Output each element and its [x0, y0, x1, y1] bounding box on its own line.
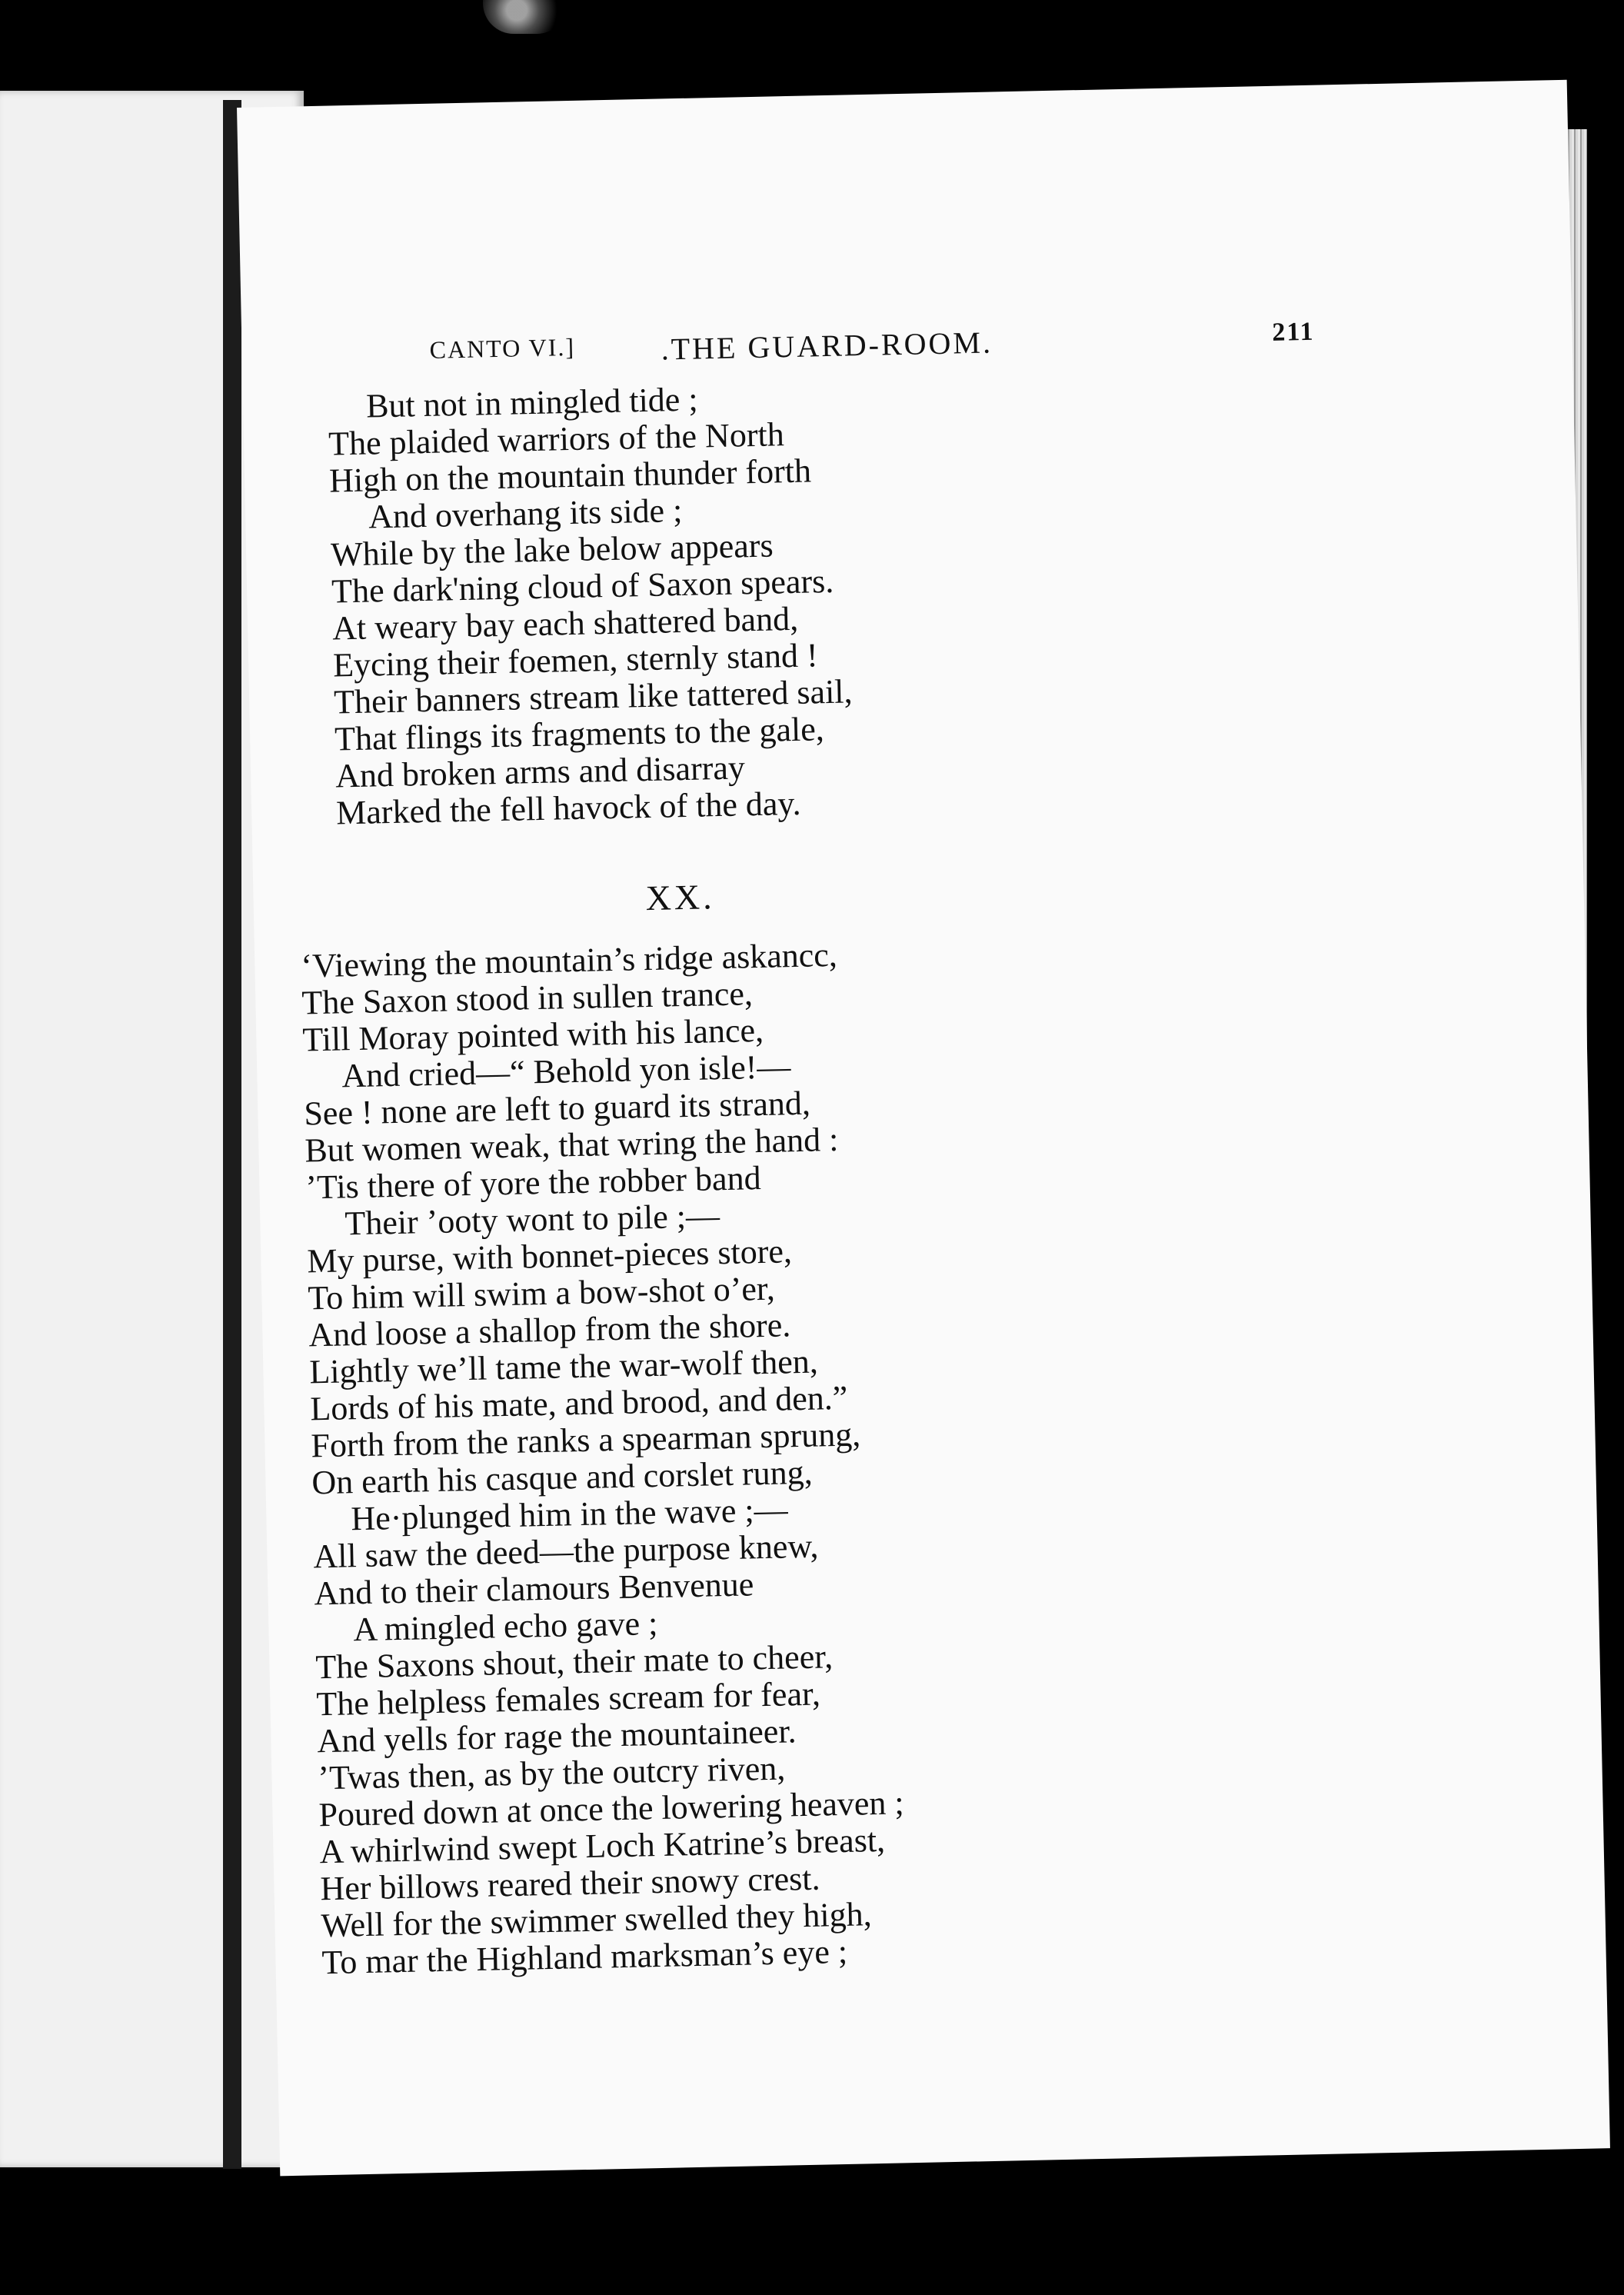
verse-line: That flings its fragments to the gale,: [334, 710, 825, 758]
right-page: [237, 80, 1610, 2177]
verse-line: And loose a shallop from the shore.: [308, 1306, 791, 1354]
verse-line: Lords of his mate, and brood, and den.”: [309, 1378, 848, 1428]
verse-line: At weary bay each shattered band,: [331, 599, 799, 648]
verse-line: And yells for rage the mountaineer.: [316, 1712, 797, 1760]
verse-line: ’Tis there of yore the robber band: [304, 1159, 762, 1207]
verse-line: And cried—“ Behold yon isle!—: [341, 1048, 791, 1095]
verse-line: To mar the Highland marksman’s eye ;: [321, 1932, 848, 1982]
verse-line: The helpless females scream for fear,: [315, 1674, 821, 1724]
verse-line: Lightly we’ll tame the war-wolf then,: [308, 1342, 819, 1391]
verse-line: To him will swim a bow-shot o’er,: [307, 1269, 776, 1317]
verse-line: High on the mountain thunder forth: [328, 451, 812, 500]
verse-line: ’Twas then, as by the outcry riven,: [317, 1749, 786, 1797]
scan-debris: [483, 0, 567, 34]
verse-line: Marked the fell havock of the day.: [335, 784, 801, 832]
stanza-xx: [301, 925, 1399, 1981]
verse-line: The Saxons shout, their mate to cheer,: [314, 1637, 834, 1687]
running-head-canto: CANTO VI.]: [429, 332, 576, 364]
verse-line: But not in mingled tide ;: [365, 380, 699, 425]
verse-line: And broken arms and disarray: [334, 748, 746, 795]
verse-line: Eycing their foemen, sternly stand !: [332, 636, 819, 685]
verse-line: My purse, with bonnet-pieces store,: [306, 1232, 793, 1281]
verse-line: The plaided warriors of the North: [328, 415, 785, 463]
verse-line: He·plunged him in the wave ;—: [350, 1491, 789, 1538]
verse-line: But women weak, that wring the hand :: [304, 1120, 839, 1170]
verse-line: See ! none are left to guard its strand,: [303, 1084, 811, 1133]
page-number: 211: [1272, 317, 1315, 347]
verse-line: Well for the swimmer swelled they high,: [321, 1895, 873, 1945]
verse-line: Poured down at once the lowering heaven ;: [318, 1784, 905, 1834]
running-head-title: .THE GUARD-ROOM.: [661, 325, 993, 367]
verse-line: The dark'ning cloud of Saxon spears.: [331, 561, 834, 611]
verse-line: Their banners stream like tattered sail,: [333, 672, 853, 721]
verse-line: ‘Viewing the mountain’s ridge askancc,: [300, 935, 838, 985]
verse-line: On earth his casque and corslet rung,: [311, 1453, 814, 1502]
verse-line: All saw the deed—the purpose knew,: [312, 1527, 819, 1576]
stanza-number: XX.: [645, 877, 716, 918]
verse-line: A whirlwind swept Loch Katrine’s breast,: [319, 1820, 886, 1871]
verse-line: Till Moray pointed with his lance,: [301, 1011, 764, 1059]
verse-line: Their ’ooty wont to pile ;—: [344, 1197, 720, 1243]
poem-text: [289, 367, 1399, 1981]
verse-line: And overhang its side ;: [368, 491, 683, 536]
verse-line: A mingled echo gave ;: [352, 1604, 658, 1649]
verse-line: And to their clamours Benvenue: [313, 1565, 754, 1613]
verse-line: Her billows reared their snowy crest.: [320, 1859, 820, 1908]
verse-line: Forth from the ranks a spearman sprung,: [310, 1415, 861, 1465]
verse-line: The Saxon stood in sullen trance,: [301, 974, 754, 1022]
stanza-continued: [289, 367, 1375, 832]
book-spine: [223, 100, 241, 2169]
verse-line: While by the lake below appears: [330, 526, 774, 574]
